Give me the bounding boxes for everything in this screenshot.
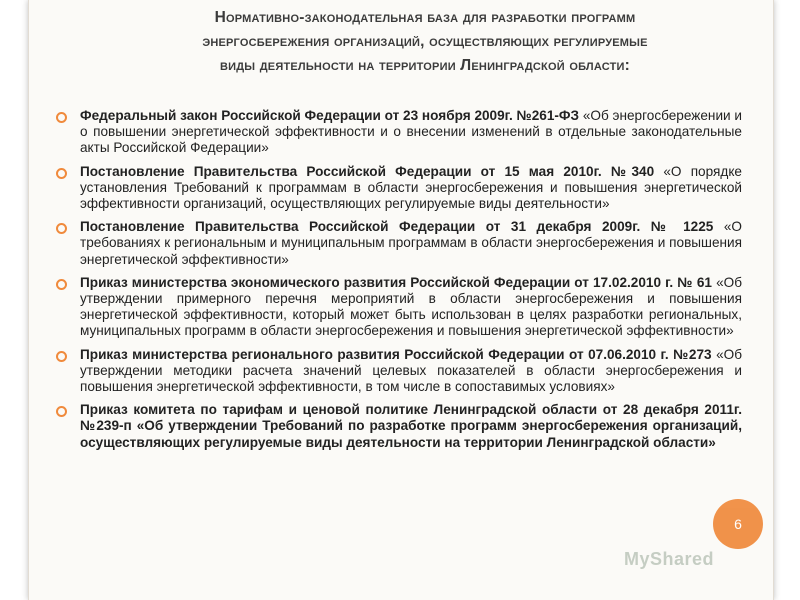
title-line-3: виды деятельности на территории Ленинградской области: bbox=[220, 57, 630, 74]
item-description: «Об энергосбережении и о повышении энергетической эффективности и о внесении изменений в отдельные законодательные акты Российской Федерации» bbox=[80, 108, 743, 156]
item-title: Постановление Правительства Российской Федерации от 31 декабря 2009г. № 1225 bbox=[80, 219, 714, 235]
bullet-icon bbox=[56, 279, 67, 290]
bullet-icon bbox=[56, 223, 67, 234]
list-item bbox=[52, 219, 742, 268]
list-item bbox=[52, 108, 742, 157]
list-item bbox=[52, 347, 742, 396]
item-title: Федеральный закон Российской Федерации от 23 ноября 2009г. №261-ФЗ bbox=[80, 108, 580, 123]
item-title: Приказ комитета по тарифам и ценовой политике Ленинградской области от 28 декабря 2011г. №239-п «Об утверждении Требований по разработке программ энергосбережения организаций, осуществляющих регулируемые виды деятельности на территории Ленинградской области» bbox=[80, 402, 742, 450]
list-item bbox=[52, 402, 742, 451]
watermark: MyShared bbox=[624, 549, 715, 569]
list-item bbox=[52, 164, 742, 213]
bullet-icon bbox=[56, 351, 67, 362]
title-line-1: Нормативно-законодательная база для разработки программ bbox=[214, 9, 636, 26]
bullet-icon bbox=[56, 406, 67, 417]
title-line-2: энергосбережения организаций, осуществляющих регулируемые bbox=[202, 33, 648, 50]
item-description: «Об утверждении методики расчета значений целевых показателей в области энергосбережения и повышения энергетической эффективности, в том числе в сопоставимых условиях» bbox=[80, 346, 743, 395]
slide-title bbox=[80, 6, 770, 78]
bullet-icon bbox=[56, 112, 67, 123]
item-description: «О требованиях к региональным и муниципальным программам в области энергосбережения и повышения энергетической эффективности» bbox=[80, 219, 742, 267]
item-description: «Об утверждении примерного перечня мероприятий в области энергосбережения и повышения энергетической эффективности, который может быть использован в целях разработки региональных, муниципальных программ в области энергосбережения и повышения энергетической эффективности» bbox=[80, 274, 742, 339]
list-item bbox=[52, 275, 742, 340]
item-title: Постановление Правительства Российской Федерации от 15 мая 2010г. №340 bbox=[80, 163, 655, 179]
page-number-badge: 6 bbox=[713, 499, 763, 549]
item-title: Приказ министерства экономического развития Российской Федерации от 17.02.2010 г. № 61 bbox=[80, 274, 712, 290]
item-description: «О порядке установления Требований к программам в области энергосбережения и повышения энергетической эффективности организаций, осуществляющих регулируемые виды деятельности» bbox=[80, 163, 742, 212]
item-title: Приказ министерства регионального развития Российской Федерации от 07.06.2010 г. №273 bbox=[80, 346, 712, 362]
bullet-icon bbox=[56, 168, 67, 179]
document-list bbox=[52, 108, 742, 458]
